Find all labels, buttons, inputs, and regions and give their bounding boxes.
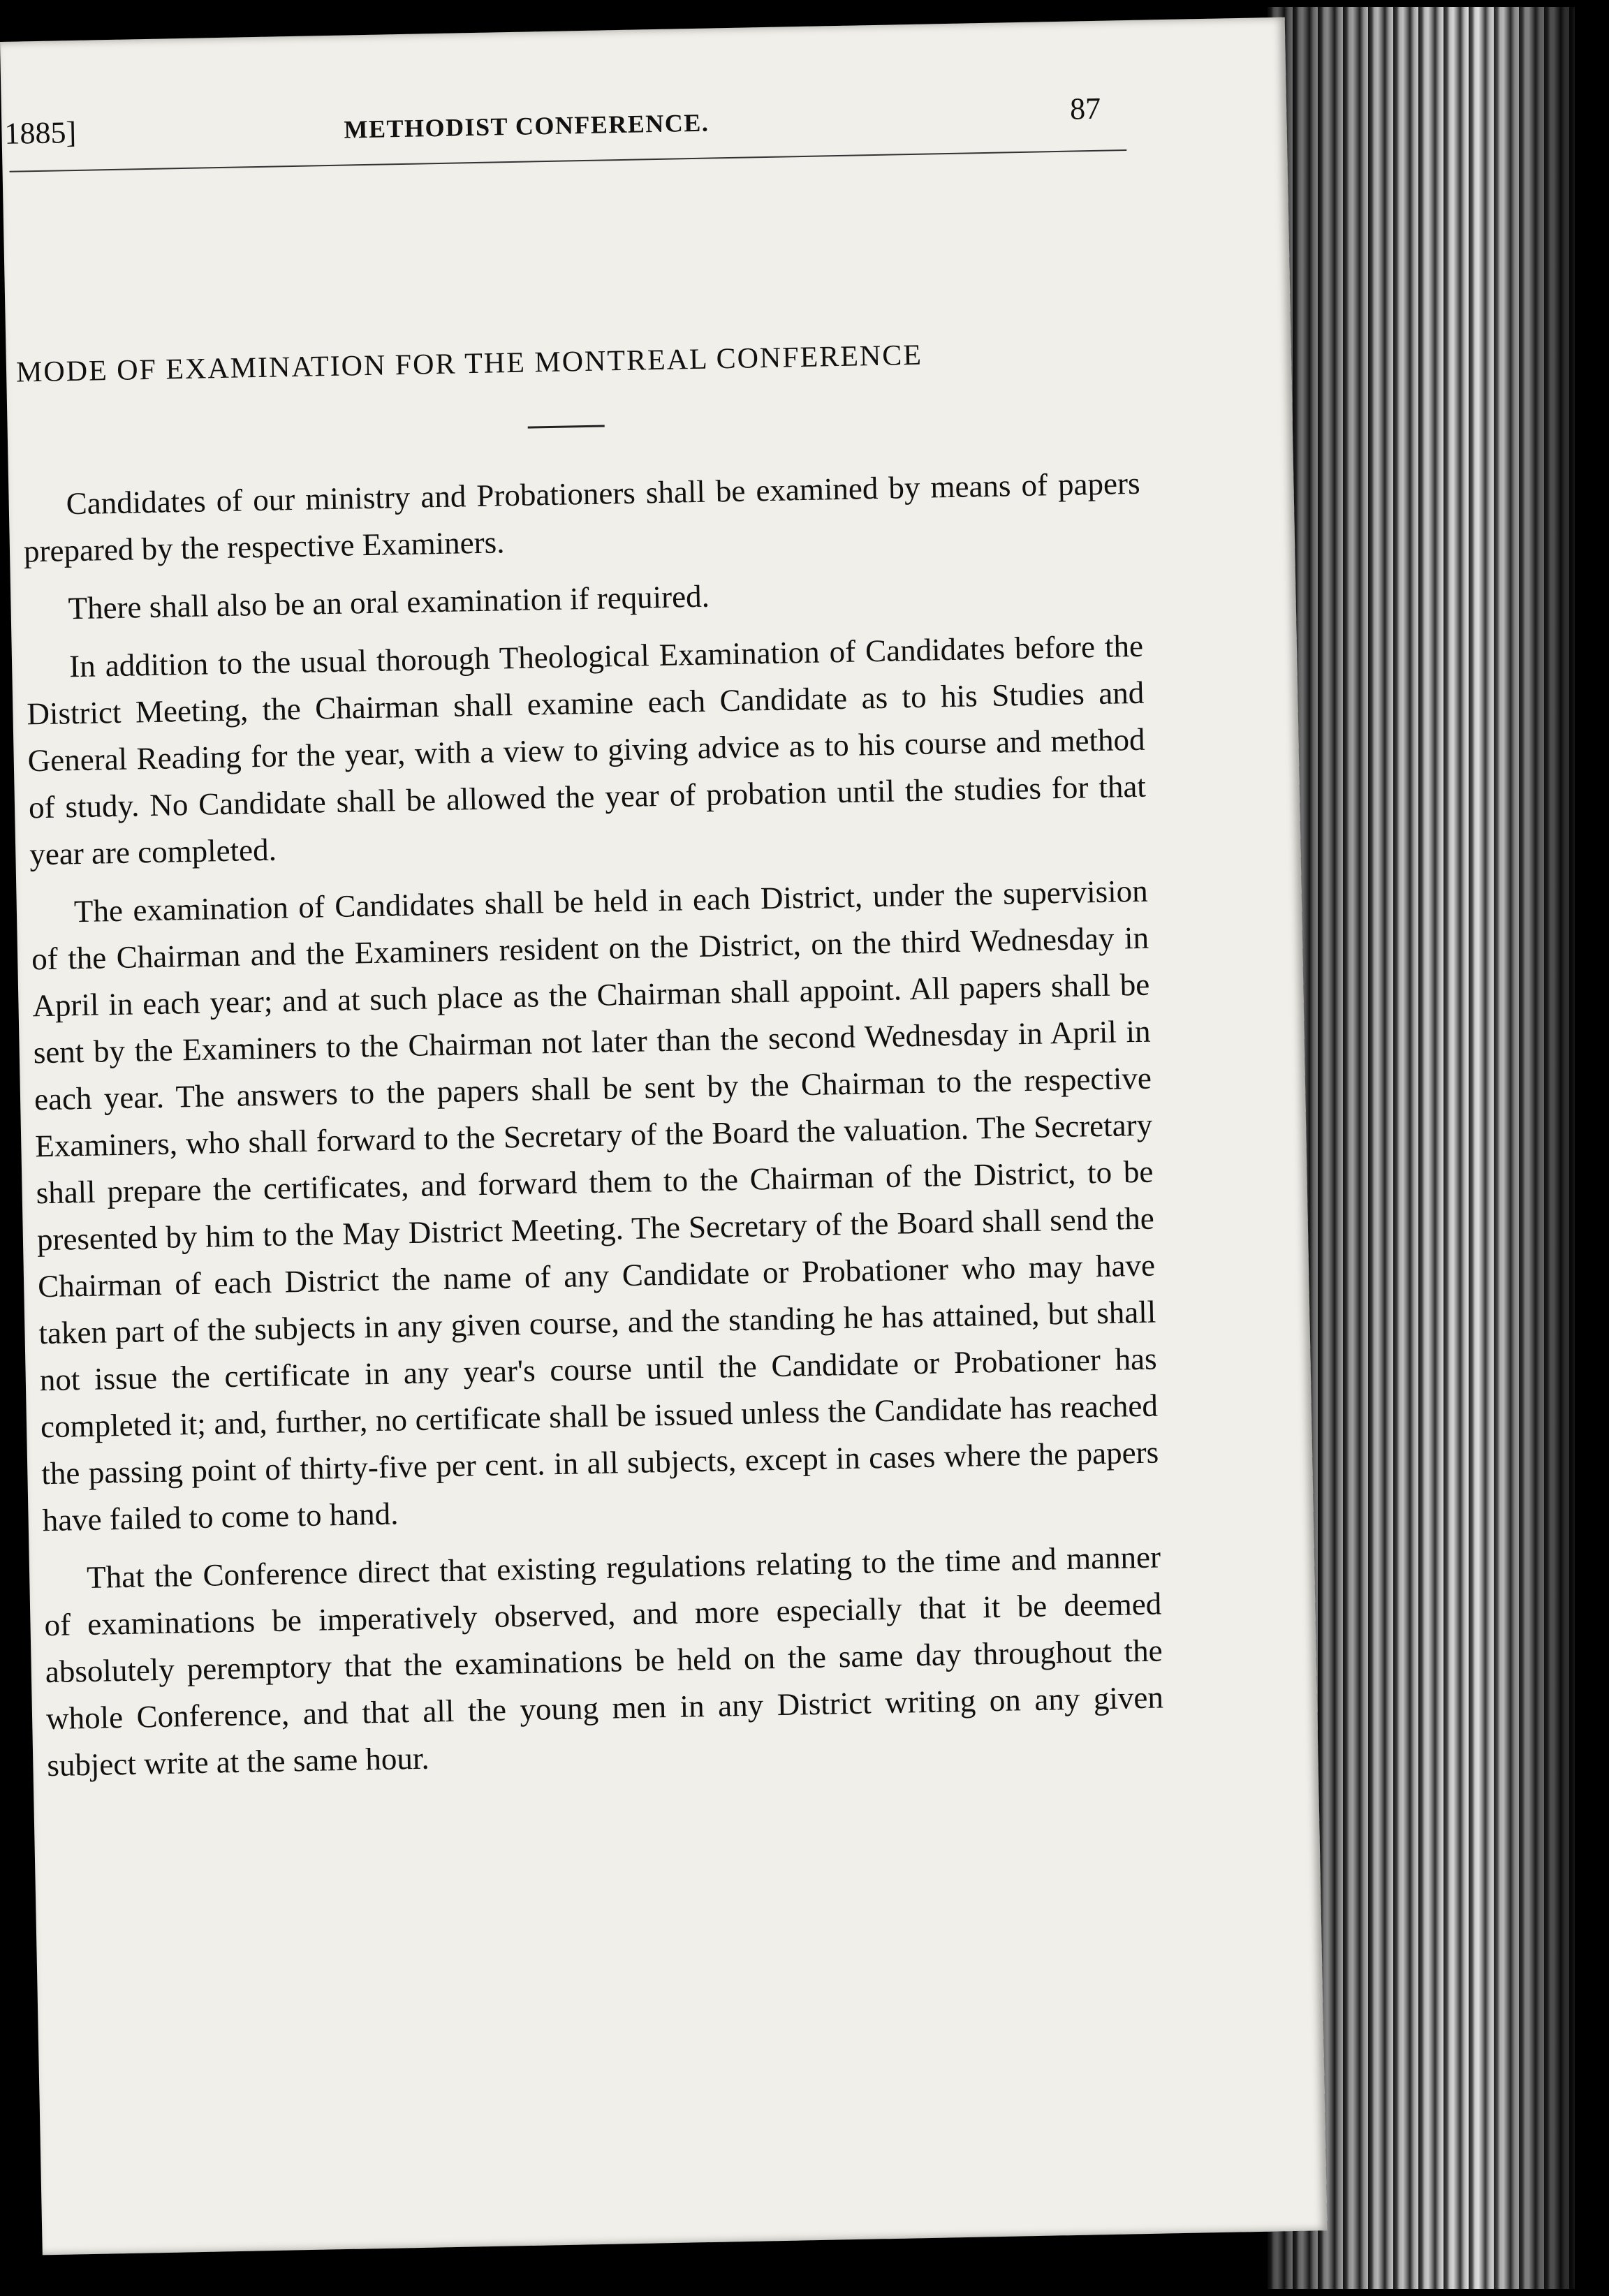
section-title: MODE OF EXAMINATION FOR THE MONTREAL CONFERENCE [15,339,923,389]
paragraph: There shall also be an oral examination if required. [68,578,710,626]
title-divider [528,425,605,428]
paragraph: Candidates of our ministry and Probationers shall be examined by means of papers prepared by the respective Examiners. [23,465,1140,569]
running-header [1,89,1147,160]
paragraph: That the Conference direct that existing regulations relating to the time and manner of examinations be imperatively observed, and more especially that it be deemed absolutely peremptory that the examinations be held on the same day throughout the whole Conference, and that all the young men in any District writing on any given subject write at the same hour. [44,1539,1164,1783]
book-page [0,17,1328,2255]
paragraph: The examination of Candidates shall be held in each District, under the supervision of the Chairman and the Examiners resident on the District, on the third Wednesday in April in each year; and at such place as the Chairman shall appoint. All papers shall be sent by the Examiners to the Chairman not later than the second Wednesday in April in each year. The answers to the papers shall be sent by the Chairman to the respective Examiners, who shall forward to the Secretary of the Board the valuation. The Secretary shall prepare the certificates, and forward them to the Chairman of the District, to be presented by him to the May District Meeting. The Secretary of the Board shall send the Chairman of each District the name of any Candidate or Probationer who may have taken part of the subjects in any given course, and the standing he has attained, but shall not issue the certificate in any year's course until the Candidate or Probationer has completed it; and, further, no certificate shall be issued unless the Candidate has reached the passing point of thirty-five per cent. in all subjects, except in cases where the papers have failed to come to hand. [31,873,1159,1538]
header-year: 1885] [4,115,77,151]
body-text [22,460,1165,1800]
paragraph: In addition to the usual thorough Theological Examination of Candidates before the District Meeting, the Chairman shall examine each Candidate as to his Studies and General Reading for the year, with a view to giving advice as to his course and method of study. No Candidate shall be allowed the year of probation until the studies for that year are completed. [27,628,1147,872]
page-number: 87 [1069,91,1101,126]
header-title: METHODIST CONFERENCE. [344,108,710,144]
